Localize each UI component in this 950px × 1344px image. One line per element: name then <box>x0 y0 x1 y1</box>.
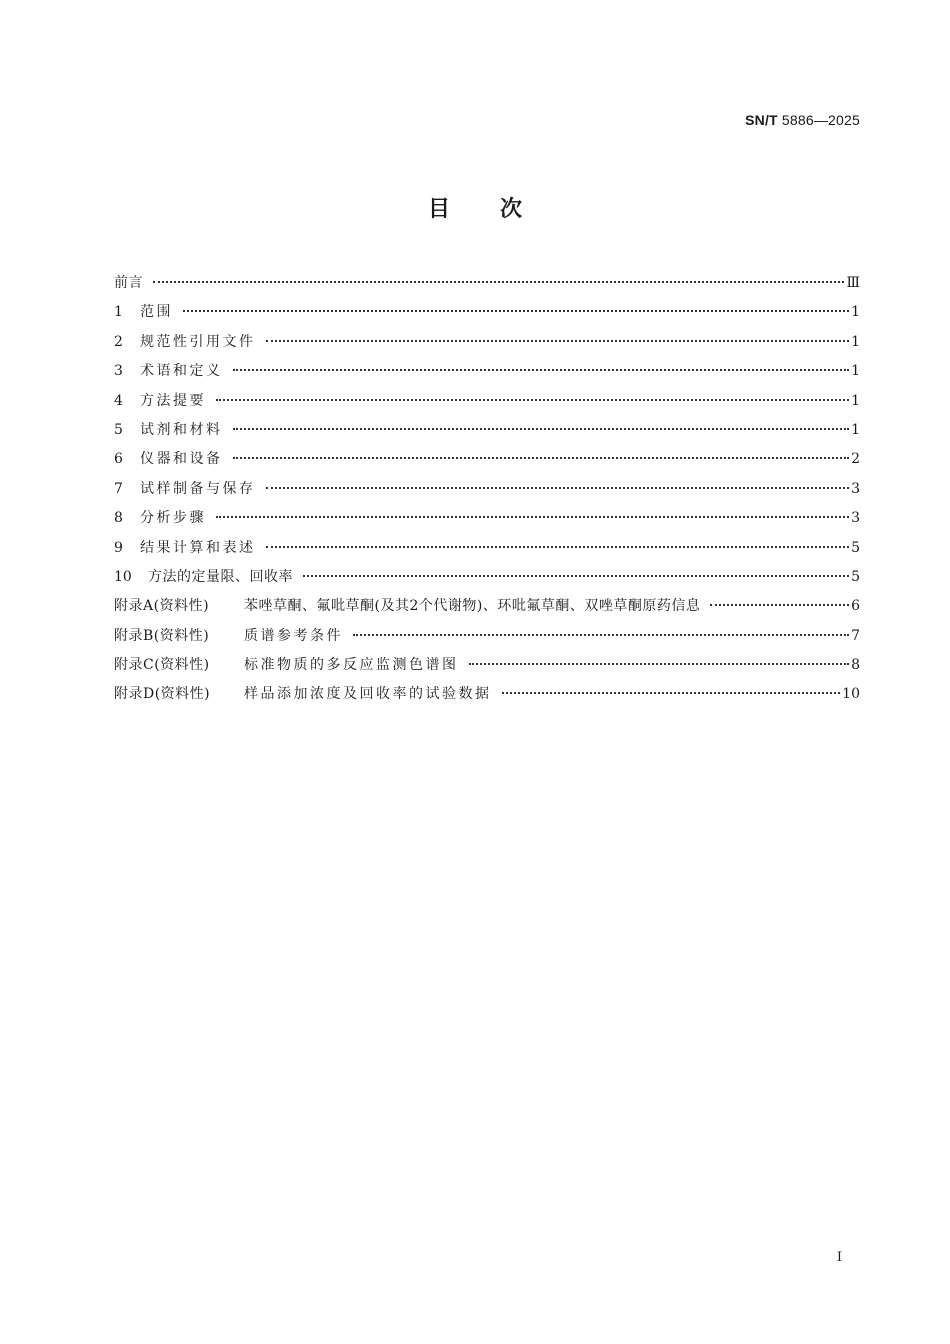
toc-annex-number: 附录C(资料性) <box>114 657 210 674</box>
toc-entry-page: 5 <box>851 568 860 585</box>
toc-entry-number: 5 <box>114 421 123 438</box>
toc-entry-label: 结果计算和表述 <box>140 539 256 556</box>
toc-entry-label: 仪器和设备 <box>140 451 223 468</box>
toc-leader-dots <box>183 310 849 312</box>
toc-entry-number: 4 <box>114 392 123 409</box>
toc-entry-foreword[interactable] <box>114 273 860 302</box>
toc-entry-page: 3 <box>851 510 860 527</box>
toc-entry-label: 苯唑草酮、氟吡草酮(及其2个代谢物)、环吡氟草酮、双唑草酮原药信息 <box>244 598 701 615</box>
toc-entry-number: 1 <box>114 304 123 321</box>
toc-entry-page: 1 <box>851 363 860 380</box>
toc-entry-page: Ⅲ <box>846 275 860 291</box>
toc-entry-page: 10 <box>842 686 860 703</box>
page-title: 目次 <box>427 197 572 222</box>
toc-entry-number: 3 <box>114 363 123 380</box>
toc-entry-7[interactable] <box>114 479 860 508</box>
toc-entry-page: 6 <box>851 598 860 615</box>
toc-leader-dots <box>233 428 850 430</box>
toc-entry-10[interactable] <box>114 567 860 596</box>
toc-entry-label: 前言 <box>114 275 143 291</box>
toc-entry-3[interactable] <box>114 361 860 390</box>
toc-entry-page: 3 <box>851 480 860 497</box>
toc-leader-dots <box>216 516 849 518</box>
toc-entry-label: 样品添加浓度及回收率的试验数据 <box>244 686 492 703</box>
standard-code-number: 5886—2025 <box>781 112 860 128</box>
toc-leader-dots <box>216 399 849 401</box>
toc-leader-dots <box>266 487 850 489</box>
toc-entry-number: 10 <box>114 568 132 585</box>
toc-entry-label: 标准物质的多反应监测色谱图 <box>244 657 459 674</box>
toc-entry-label: 范围 <box>140 304 173 321</box>
toc-entry-number: 2 <box>114 333 123 350</box>
toc-entry-label: 方法的定量限、回收率 <box>148 568 293 585</box>
toc-entry-annex-d[interactable] <box>114 684 860 713</box>
toc-entry-annex-c[interactable] <box>114 655 860 684</box>
toc-entry-number: 6 <box>114 451 123 468</box>
toc-leader-dots <box>153 281 844 283</box>
toc-leader-dots <box>266 546 850 548</box>
toc-entry-page: 1 <box>851 421 860 438</box>
toc-leader-dots <box>469 663 850 665</box>
toc-leader-dots <box>266 340 850 342</box>
toc-entry-label: 规范性引用文件 <box>140 333 256 350</box>
toc-entry-label: 试剂和材料 <box>140 421 223 438</box>
toc-entry-page: 7 <box>851 627 860 644</box>
toc-entry-1[interactable] <box>114 302 860 331</box>
toc-entry-2[interactable] <box>114 332 860 361</box>
toc-entry-page: 8 <box>851 657 860 674</box>
toc-entry-number: 8 <box>114 510 123 527</box>
toc-entry-label: 术语和定义 <box>140 363 223 380</box>
toc-entry-4[interactable] <box>114 391 860 420</box>
standard-code-prefix: SN/T <box>745 112 778 128</box>
toc-leader-dots <box>303 575 849 577</box>
toc-leader-dots <box>233 457 850 459</box>
toc-leader-dots <box>233 369 850 371</box>
toc-entry-page: 2 <box>851 451 860 468</box>
toc-entry-5[interactable] <box>114 420 860 449</box>
toc-entry-9[interactable] <box>114 538 860 567</box>
toc-entry-label: 分析步骤 <box>140 510 206 527</box>
toc-entry-label: 方法提要 <box>140 392 206 409</box>
standard-code <box>745 112 860 128</box>
toc-annex-number: 附录D(资料性) <box>114 686 211 703</box>
toc-entry-8[interactable] <box>114 508 860 537</box>
toc-entry-page: 1 <box>851 333 860 350</box>
toc-annex-number: 附录B(资料性) <box>114 627 210 644</box>
toc-entry-6[interactable] <box>114 449 860 478</box>
toc-entry-page: 1 <box>851 304 860 321</box>
toc-entry-number: 9 <box>114 539 123 556</box>
page-number: I <box>836 1250 842 1265</box>
toc-entry-page: 5 <box>851 539 860 556</box>
toc-leader-dots <box>353 634 849 636</box>
table-of-contents <box>114 273 860 714</box>
toc-entry-number: 7 <box>114 480 123 497</box>
toc-entry-annex-b[interactable] <box>114 626 860 655</box>
toc-leader-dots <box>502 692 841 694</box>
toc-annex-number: 附录A(资料性) <box>114 598 210 615</box>
toc-leader-dots <box>710 604 849 606</box>
toc-entry-label: 质谱参考条件 <box>244 627 343 644</box>
toc-entry-page: 1 <box>851 392 860 409</box>
toc-entry-label: 试样制备与保存 <box>140 480 256 497</box>
toc-entry-annex-a[interactable] <box>114 596 860 625</box>
